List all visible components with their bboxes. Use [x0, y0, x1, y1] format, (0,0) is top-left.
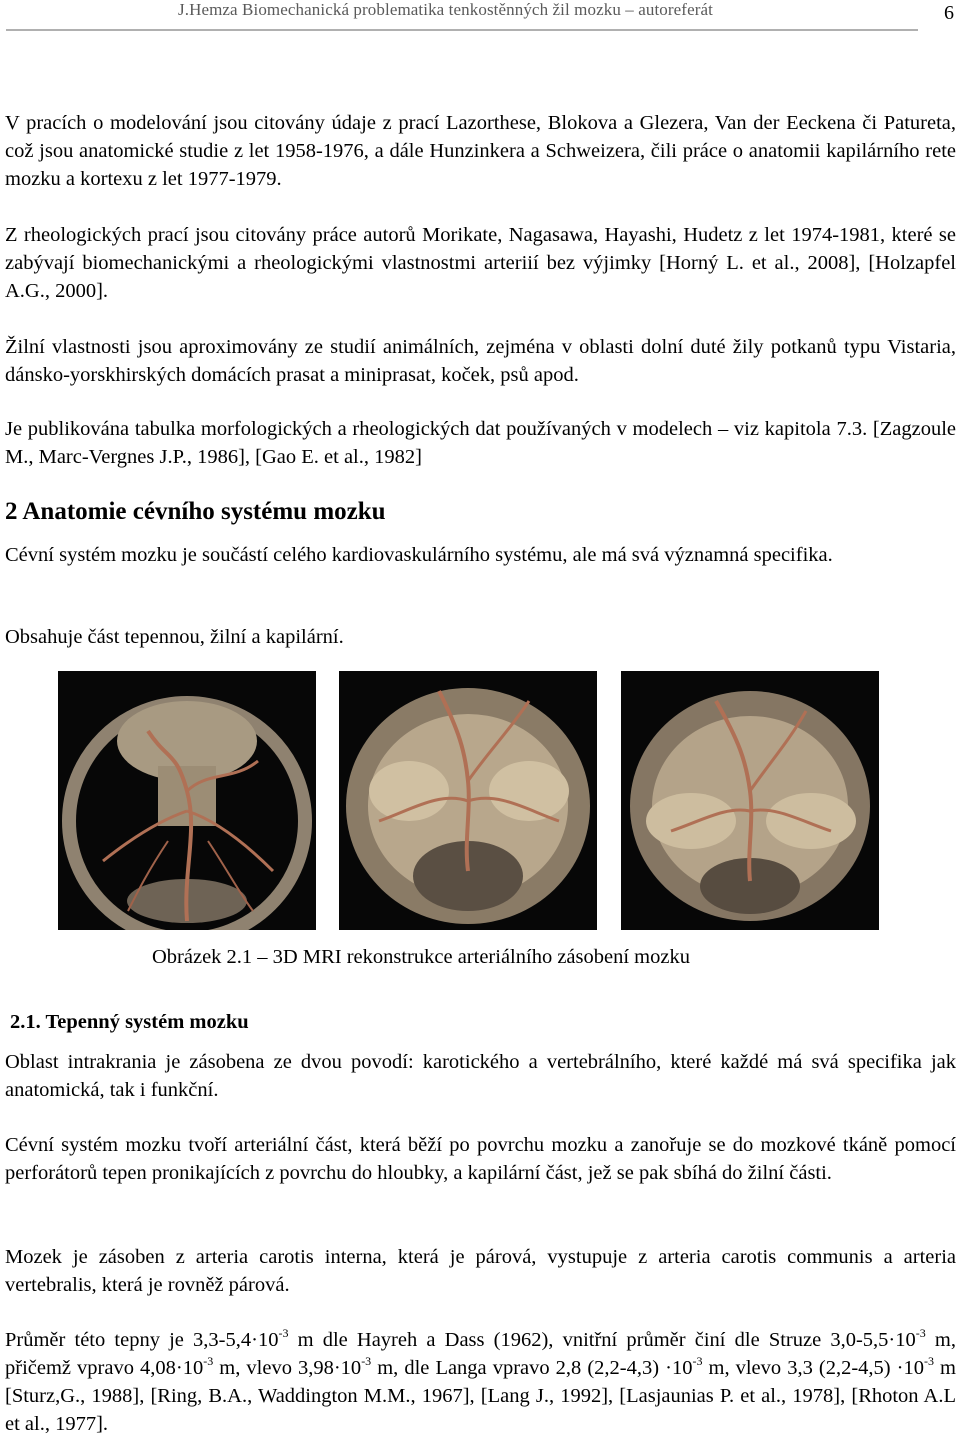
mri-image-axial [58, 671, 316, 930]
mri-image-oblique-1 [339, 671, 597, 930]
paragraph-modeling: V pracích o modelování jsou citovány údaje z prací Lazorthese, Blokova a Glezera, Van der Eeckena či Patureta, což jsou anatomické studie z let 1958-1976, a dále Hunzinkera a Schweizera, čili práce o anatomii kapilárního rete mozku a kortexu z let 1977-1979. [5, 112, 956, 190]
section-heading: 2 Anatomie cévního systému mozku [5, 498, 386, 525]
figure-caption: Obrázek 2.1 – 3D MRI rekonstrukce arteriálního zásobení mozku [152, 946, 690, 968]
page-number: 6 [944, 2, 954, 24]
mri-image-oblique-2 [621, 671, 879, 930]
exponent-4: -3 [361, 1354, 372, 1368]
header-divider [6, 29, 918, 31]
exponent-5: -3 [692, 1354, 703, 1368]
subsection-heading: 2.1. Tepenný systém mozku [10, 1011, 249, 1033]
paragraph-carotid: Mozek je zásoben z arteria carotis interna, která je párová, vystupuje z arteria carotis communis a arteria vertebralis, která je rovněž párová. [5, 1246, 956, 1296]
diameter-text-7: m [Sturz,G., 1988], [Ring, B.A., Waddington M.M., 1967], [Lang J., 1992], [Lasjaunias P. et al., 1978], [Rhoton A.L et al., 1977]. [5, 1357, 956, 1435]
diameter-text-5: m, dle Langa vpravo 2,8 (2,2-4,3) ·10 [371, 1357, 693, 1379]
paragraph-diameter [5, 1326, 956, 1438]
diameter-text-1: Průměr této tepny je 3,3-5,4·10 [5, 1329, 279, 1351]
exponent-2: -3 [915, 1326, 926, 1340]
paragraph-rheology: Z rheologických prací jsou citovány práce autorů Morikate, Nagasawa, Hayashi, Hudetz z let 1974-1981, které se zabývají biomechanickými a rheologickými vlastnostmi arteriií bez výjimky [Horný L. et al., 2008], [Holzapfel A.G., 2000]. [5, 224, 956, 302]
diameter-text-4: m, vlevo 3,98·10 [213, 1357, 362, 1379]
paragraph-vascular-system: Cévní systém mozku tvoří arteriální část, která běží po povrchu mozku a zanořuje se do mozkové tkáně pomocí perforátorů tepen pronikajících z povrchu do hloubky, a kapilární část, jež se pak sbíhá do žilní části. [5, 1134, 956, 1184]
exponent-6: -3 [923, 1354, 934, 1368]
diameter-text-2: m dle Hayreh a Dass (1962), vnitřní průměr činí dle Struze 3,0-5,5·10 [288, 1329, 916, 1351]
paragraph-table-reference: Je publikována tabulka morfologických a rheologických dat používaných v modelech – viz kapitola 7.3. [Zagzoule M., Marc-Vergnes J.P., 1986], [Gao E. et al., 1982] [5, 418, 956, 468]
page-header [0, 0, 960, 34]
exponent-1: -3 [278, 1326, 289, 1340]
exponent-3: -3 [203, 1354, 214, 1368]
paragraph-specifics: Cévní systém mozku je součástí celého kardiovaskulárního systému, ale má svá významná specifika. [5, 544, 833, 566]
paragraph-venous-properties: Žilní vlastnosti jsou aproximovány ze studií animálních, zejména v oblasti dolní duté žily potkanů typu Vistaria, dánsko-yorskhirských domácích prasat a miniprasat, koček, psů apod. [5, 336, 956, 386]
paragraph-intracranial: Oblast intrakrania je zásobena ze dvou povodí: karotického a vertebrálního, které každé má svá specifika jak anatomická, tak i funkční. [5, 1051, 956, 1101]
diameter-text-3: m, přičemž vpravo 4,08·10 [5, 1329, 956, 1379]
running-title: J.Hemza Biomechanická problematika tenkostěnných žil mozku – autoreferát [178, 0, 713, 19]
diameter-text-6: m, vlevo 3,3 (2,2-4,5) ·10 [702, 1357, 924, 1379]
paragraph-parts: Obsahuje část tepennou, žilní a kapilární. [5, 626, 344, 648]
